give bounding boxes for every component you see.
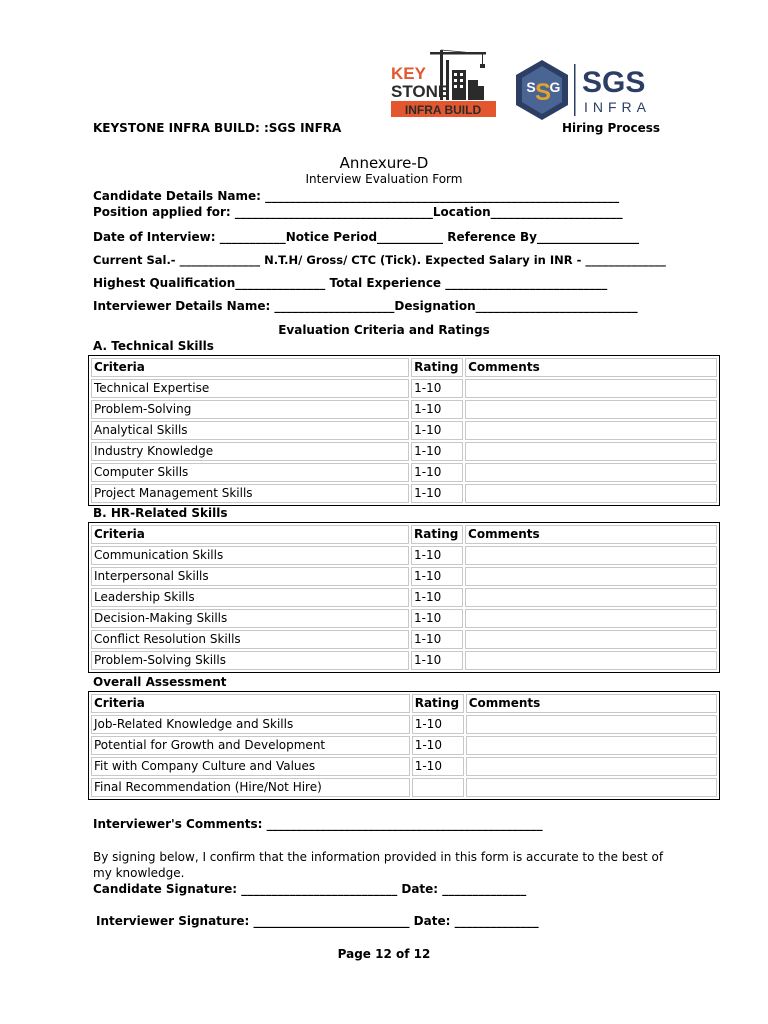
table-header-row bbox=[91, 525, 717, 544]
declaration-text: By signing below, I confirm that the information provided in this form is accurate to the best of my knowledge. bbox=[93, 850, 664, 880]
comments-cell[interactable] bbox=[465, 442, 717, 461]
comments-cell[interactable] bbox=[465, 567, 717, 586]
criteria-cell: Technical Expertise bbox=[91, 379, 409, 398]
annexure-title: Annexure-D bbox=[339, 154, 429, 172]
technical-skills-table bbox=[88, 355, 720, 506]
page-number: Page 12 of 12 bbox=[337, 947, 431, 961]
rating-cell[interactable]: 1-10 bbox=[411, 379, 463, 398]
comments-cell[interactable] bbox=[465, 421, 717, 440]
comments-header: Comments bbox=[465, 358, 717, 377]
criteria-cell: Job-Related Knowledge and Skills bbox=[91, 715, 410, 734]
table-row bbox=[91, 379, 717, 398]
sgs-logo-sgs: SGS bbox=[582, 66, 646, 99]
criteria-cell: Conflict Resolution Skills bbox=[91, 630, 409, 649]
interviewer-details-field[interactable]: Interviewer Details Name: ____________________Designation___________________________ bbox=[93, 299, 638, 313]
comments-cell[interactable] bbox=[465, 609, 717, 628]
interview-date-field[interactable]: Date of Interview: ___________Notice Period___________ Reference By_________________ bbox=[93, 230, 639, 244]
table-row bbox=[91, 630, 717, 649]
table-row bbox=[91, 715, 717, 734]
header-right-title: Hiring Process bbox=[562, 121, 660, 135]
table-row bbox=[91, 588, 717, 607]
rating-cell[interactable]: 1-10 bbox=[411, 463, 463, 482]
rating-cell[interactable]: 1-10 bbox=[411, 421, 463, 440]
table-header-row bbox=[91, 358, 717, 377]
rating-cell[interactable]: 1-10 bbox=[412, 736, 464, 755]
hr-skills-table bbox=[88, 522, 720, 673]
table-row bbox=[91, 736, 717, 755]
table-row bbox=[91, 400, 717, 419]
table-row bbox=[91, 546, 717, 565]
salary-field[interactable]: Current Sal.- ______________ N.T.H/ Gross/ CTC (Tick). Expected Salary in INR - ______________ bbox=[93, 253, 666, 267]
rating-cell[interactable]: 1-10 bbox=[412, 715, 464, 734]
rating-header: Rating bbox=[411, 525, 463, 544]
sgs-infra-logo bbox=[514, 58, 664, 124]
criteria-cell: Fit with Company Culture and Values bbox=[91, 757, 410, 776]
criteria-cell: Computer Skills bbox=[91, 463, 409, 482]
criteria-cell: Problem-Solving bbox=[91, 400, 409, 419]
criteria-cell: Project Management Skills bbox=[91, 484, 409, 503]
keystone-logo-stone: STONE bbox=[391, 82, 450, 101]
criteria-cell: Final Recommendation (Hire/Not Hire) bbox=[91, 778, 410, 797]
comments-cell[interactable] bbox=[466, 715, 717, 734]
criteria-cell: Interpersonal Skills bbox=[91, 567, 409, 586]
rating-cell[interactable]: 1-10 bbox=[411, 630, 463, 649]
position-location-field[interactable]: Position applied for: _________________________________Location______________________ bbox=[93, 205, 623, 219]
table-row bbox=[91, 442, 717, 461]
section-hr-title: B. HR-Related Skills bbox=[93, 506, 228, 520]
header-left-title: KEYSTONE INFRA BUILD: :SGS INFRA bbox=[93, 121, 342, 135]
comments-cell[interactable] bbox=[465, 630, 717, 649]
svg-text:G: G bbox=[549, 79, 561, 95]
table-row bbox=[91, 421, 717, 440]
comments-cell[interactable] bbox=[466, 757, 717, 776]
comments-cell[interactable] bbox=[465, 400, 717, 419]
rating-cell[interactable]: 1-10 bbox=[411, 546, 463, 565]
svg-text:S: S bbox=[526, 79, 536, 95]
comments-header: Comments bbox=[465, 525, 717, 544]
rating-header: Rating bbox=[412, 694, 464, 713]
rating-cell[interactable]: 1-10 bbox=[411, 567, 463, 586]
comments-cell[interactable] bbox=[465, 546, 717, 565]
table-row bbox=[91, 484, 717, 503]
rating-cell[interactable] bbox=[412, 778, 464, 797]
form-title: Interview Evaluation Form bbox=[305, 172, 463, 186]
keystone-logo bbox=[390, 46, 498, 120]
comments-cell[interactable] bbox=[466, 736, 717, 755]
criteria-cell: Industry Knowledge bbox=[91, 442, 409, 461]
comments-cell[interactable] bbox=[465, 484, 717, 503]
criteria-header: Criteria bbox=[91, 694, 410, 713]
table-header-row bbox=[91, 694, 717, 713]
rating-cell[interactable]: 1-10 bbox=[411, 651, 463, 670]
rating-header: Rating bbox=[411, 358, 463, 377]
criteria-cell: Analytical Skills bbox=[91, 421, 409, 440]
interviewer-comments-field[interactable]: Interviewer's Comments: ______________________________________________ bbox=[93, 817, 543, 831]
comments-header: Comments bbox=[466, 694, 717, 713]
criteria-cell: Problem-Solving Skills bbox=[91, 651, 409, 670]
svg-text:S: S bbox=[534, 79, 552, 106]
overall-assessment-table bbox=[88, 691, 720, 800]
criteria-cell: Communication Skills bbox=[91, 546, 409, 565]
sgs-logo-infra: INFRA bbox=[584, 99, 651, 115]
section-overall-title: Overall Assessment bbox=[93, 675, 227, 689]
rating-cell[interactable]: 1-10 bbox=[411, 588, 463, 607]
table-row bbox=[91, 757, 717, 776]
table-row bbox=[91, 567, 717, 586]
criteria-cell: Potential for Growth and Development bbox=[91, 736, 410, 755]
criteria-heading: Evaluation Criteria and Ratings bbox=[278, 323, 490, 337]
comments-cell[interactable] bbox=[465, 651, 717, 670]
interviewer-signature-field[interactable]: Interviewer Signature: __________________________ Date: ______________ bbox=[96, 914, 539, 928]
criteria-header: Criteria bbox=[91, 525, 409, 544]
criteria-cell: Leadership Skills bbox=[91, 588, 409, 607]
criteria-cell: Decision-Making Skills bbox=[91, 609, 409, 628]
table-row bbox=[91, 463, 717, 482]
section-technical-title: A. Technical Skills bbox=[93, 339, 214, 353]
keystone-logo-key: KEY bbox=[391, 64, 426, 83]
rating-cell[interactable]: 1-10 bbox=[411, 484, 463, 503]
table-row bbox=[91, 778, 717, 797]
table-row bbox=[91, 651, 717, 670]
table-row bbox=[91, 609, 717, 628]
rating-cell[interactable]: 1-10 bbox=[412, 757, 464, 776]
candidate-signature-field[interactable]: Candidate Signature: __________________________ Date: ______________ bbox=[93, 882, 527, 896]
rating-cell[interactable]: 1-10 bbox=[411, 442, 463, 461]
comments-cell[interactable] bbox=[465, 379, 717, 398]
qualification-field[interactable]: Highest Qualification_______________ Total Experience ___________________________ bbox=[93, 276, 608, 290]
rating-cell[interactable]: 1-10 bbox=[411, 400, 463, 419]
comments-cell[interactable] bbox=[466, 778, 717, 797]
criteria-header: Criteria bbox=[91, 358, 409, 377]
comments-cell[interactable] bbox=[465, 588, 717, 607]
rating-cell[interactable]: 1-10 bbox=[411, 609, 463, 628]
keystone-logo-infra: INFRA BUILD bbox=[404, 103, 482, 117]
comments-cell[interactable] bbox=[465, 463, 717, 482]
candidate-details-field[interactable]: Candidate Details Name: ___________________________________________________________ bbox=[93, 189, 620, 203]
